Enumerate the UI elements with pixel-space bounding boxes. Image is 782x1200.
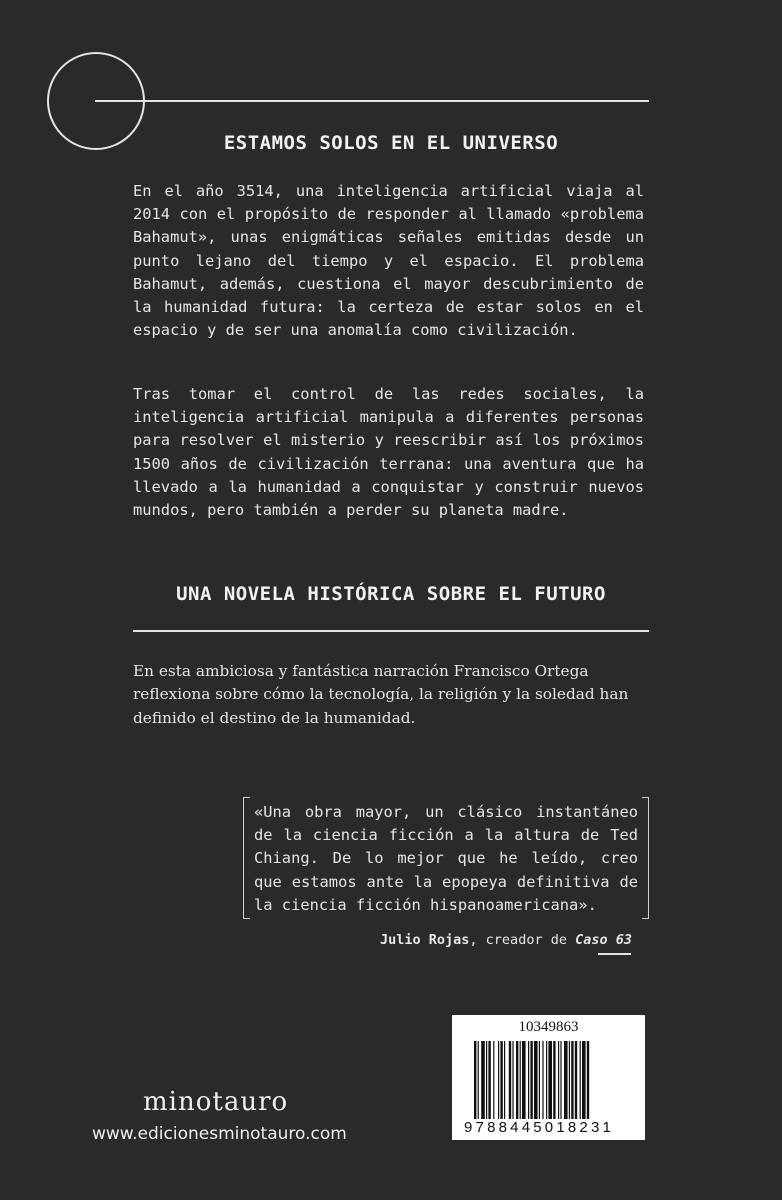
- barcode-bar: [512, 1041, 513, 1119]
- barcode-isbn-number: 9788445018231: [464, 1119, 615, 1136]
- barcode-bar: [522, 1041, 526, 1119]
- tagline-heading: UNA NOVELA HISTÓRICA SOBRE EL FUTURO: [176, 583, 606, 605]
- barcode-bar: [528, 1041, 529, 1119]
- barcode-bar: [504, 1041, 505, 1119]
- barcode-bar: [582, 1041, 586, 1119]
- barcode: [452, 1015, 645, 1140]
- barcode-bar: [560, 1041, 561, 1119]
- barcode-bar: [486, 1041, 487, 1119]
- barcode-bar: [558, 1041, 559, 1119]
- barcode-bar: [478, 1041, 479, 1119]
- blurb-attribution: [380, 932, 632, 948]
- barcode-bar: [564, 1041, 568, 1119]
- barcode-bars: [474, 1041, 624, 1119]
- barcode-bar: [553, 1041, 555, 1119]
- barcode-bar: [509, 1041, 511, 1119]
- barcode-bar: [488, 1041, 490, 1119]
- description-paragraph: En esta ambiciosa y fantástica narración Francisco Ortega reflexiona sobre cómo la tecnología, la religión y la soledad han definido el destino de la humanidad.: [133, 662, 629, 727]
- barcode-bar: [474, 1041, 476, 1119]
- synopsis-paragraph-1: En el año 3514, una inteligencia artificial viaja al 2014 con el propósito de responder al llamado «problema Bahamut», unas enigmáticas señales emitidas desde un punto lejano del tiempo y el espacio. El problema Bahamut, además, cuestiona el mayor descubrimiento de la humanidad futura: la certeza de estar solos en el espacio y de ser una anomalía como civilización.: [133, 182, 644, 340]
- synopsis-paragraph-2: Tras tomar el control de las redes sociales, la inteligencia artificial manipula a diferentes personas para resolver el misterio y reescribir así los próximos 1500 años de civilización terrana: una aventura que ha llevado a la humanidad a conquistar y construir nuevos mundos, pero también a perder su planeta madre.: [133, 385, 644, 520]
- barcode-bar: [516, 1041, 518, 1119]
- barcode-bar: [575, 1041, 577, 1119]
- barcode-bar: [587, 1041, 589, 1119]
- barcode-bar: [580, 1041, 581, 1119]
- publisher-logo: minotauro: [143, 1087, 289, 1117]
- barcode-bar: [493, 1041, 494, 1119]
- page-title: ESTAMOS SOLOS EN EL UNIVERSO: [223, 132, 559, 154]
- barcode-bar: [498, 1041, 499, 1119]
- barcode-bar: [539, 1041, 540, 1119]
- blurb-quote-box: [243, 797, 649, 919]
- barcode-bar: [542, 1041, 543, 1119]
- barcode-bar: [534, 1041, 538, 1119]
- attribution-underline: [598, 953, 631, 955]
- attribution-separator: , creador de: [469, 932, 576, 948]
- left-bracket: [243, 797, 250, 919]
- barcode-bar: [548, 1041, 552, 1119]
- barcode-bar: [520, 1041, 521, 1119]
- top-divider-line: [95, 100, 649, 102]
- barcode-bar: [530, 1041, 532, 1119]
- right-bracket: [642, 797, 649, 919]
- barcode-bar: [500, 1041, 502, 1119]
- barcode-bar: [546, 1041, 547, 1119]
- barcode-bar: [481, 1041, 485, 1119]
- middle-divider-line: [133, 630, 649, 632]
- barcode-top-number: 10349863: [518, 1019, 579, 1035]
- attribution-author: Julio Rojas: [380, 932, 470, 948]
- publisher-website: www.edicionesminotauro.com: [92, 1124, 347, 1144]
- barcode-bar: [569, 1041, 570, 1119]
- attribution-work: Caso 63: [575, 932, 632, 948]
- blurb-quote: «Una obra mayor, un clásico instantáneo de la ciencia ficción a la altura de Ted Chiang. De lo mejor que he leído, creo que estamos ante la epopeya definitiva de la ciencia ficción hispanoamericana».: [254, 803, 638, 914]
- barcode-bar: [571, 1041, 573, 1119]
